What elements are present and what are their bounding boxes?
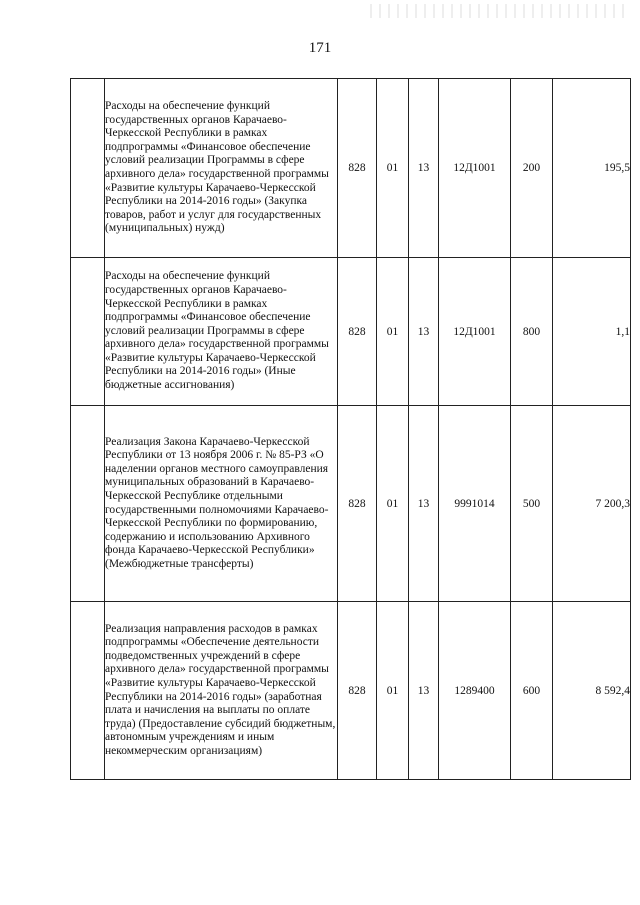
target-article-cell: 9991014 [439, 406, 511, 602]
row-number-cell [71, 79, 105, 258]
expense-type-cell: 800 [511, 258, 553, 406]
target-article-cell: 1289400 [439, 602, 511, 780]
amount-cell: 7 200,3 [553, 406, 631, 602]
description-cell: Расходы на обеспечение функций государственных органов Карачаево-Черкесской Республики в рамках подпрограммы «Финансовое обеспечение условий реализации Программы в сфере архивного дела» государственной программы «Развитие культуры Карачаево-Черкесской Республики на 2014-2016 годы» (Иные бюджетные ассигнования) [105, 258, 338, 406]
description-cell: Реализация направления расходов в рамках подпрограммы «Обеспечение деятельности подведомственных учреждений в сфере архивного дела» государственной программы «Развитие культуры Карачаево-Черкесской Республики на 2014-2016 годы» (заработная плата и начисления на выплаты по оплате труда) (Предоставление субсидий бюджетным, автономным учреждениям и иным некоммерческим организациям) [105, 602, 338, 780]
expense-type-cell: 500 [511, 406, 553, 602]
table-row [71, 602, 631, 780]
row-number-cell [71, 602, 105, 780]
expense-type-cell: 600 [511, 602, 553, 780]
target-article-cell: 12Д1001 [439, 79, 511, 258]
amount-cell: 8 592,4 [553, 602, 631, 780]
target-article-cell: 12Д1001 [439, 258, 511, 406]
section-code-cell: 01 [377, 602, 409, 780]
expense-type-cell: 200 [511, 79, 553, 258]
subsection-code-cell: 13 [409, 602, 439, 780]
section-code-cell: 01 [377, 406, 409, 602]
table-row [71, 79, 631, 258]
amount-cell: 1,1 [553, 258, 631, 406]
table-row [71, 406, 631, 602]
ministry-code-cell: 828 [338, 258, 377, 406]
ministry-code-cell: 828 [338, 79, 377, 258]
scan-artifact [370, 4, 630, 18]
budget-table [70, 78, 631, 780]
ministry-code-cell: 828 [338, 406, 377, 602]
description-cell: Расходы на обеспечение функций государственных органов Карачаево-Черкесской Республики в рамках подпрограммы «Финансовое обеспечение условий реализации Программы в сфере архивного дела» государственной программы «Развитие культуры Карачаево-Черкесской Республики на 2014-2016 годы» (Закупка товаров, работ и услуг для государственных (муниципальных) нужд) [105, 79, 338, 258]
section-code-cell: 01 [377, 79, 409, 258]
section-code-cell: 01 [377, 258, 409, 406]
amount-cell: 195,5 [553, 79, 631, 258]
row-number-cell [71, 258, 105, 406]
description-cell: Реализация Закона Карачаево-Черкесской Республики от 13 ноября 2006 г. № 85-РЗ «О наделении органов местного самоуправления муниципальных образований в Карачаево-Черкесской Республике отдельными государственными полномочиями Карачаево-Черкесской Республики по формированию, содержанию и использованию Архивного фонда Карачаево-Черкесской Республики» (Межбюджетные трансферты) [105, 406, 338, 602]
row-number-cell [71, 406, 105, 602]
subsection-code-cell: 13 [409, 258, 439, 406]
ministry-code-cell: 828 [338, 602, 377, 780]
page-number: 171 [308, 40, 332, 56]
table-row [71, 258, 631, 406]
subsection-code-cell: 13 [409, 406, 439, 602]
subsection-code-cell: 13 [409, 79, 439, 258]
